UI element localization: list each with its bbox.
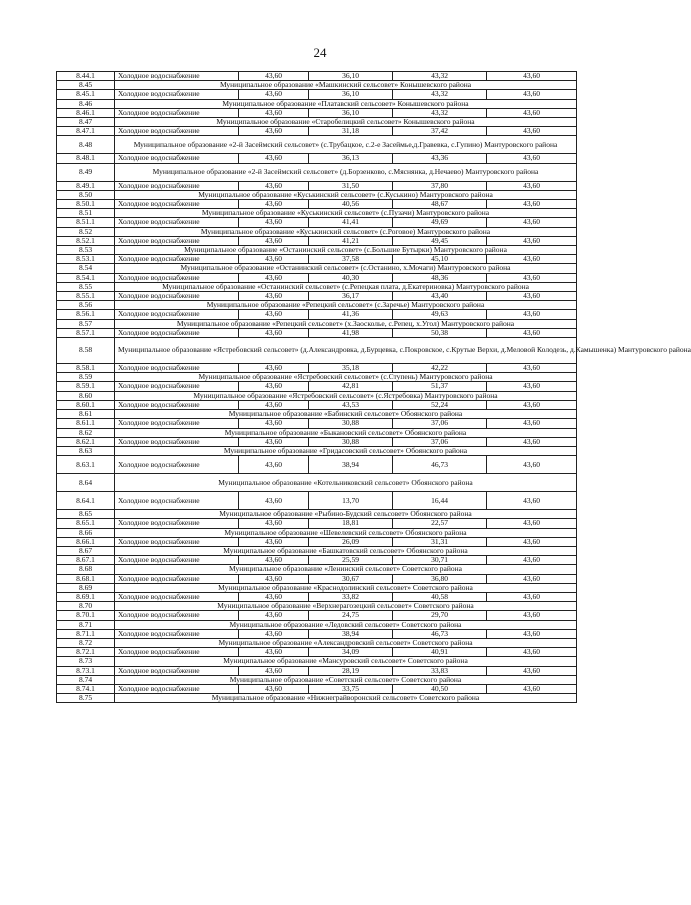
tariff-value-4: 43,60: [487, 437, 577, 446]
service-name: Холодное водоснабжение: [115, 364, 239, 373]
row-number: 8.73: [57, 657, 115, 666]
service-name: Холодное водоснабжение: [115, 273, 239, 282]
service-name: Холодное водоснабжение: [115, 90, 239, 99]
tariff-value-1: 43,60: [239, 108, 309, 117]
row-number: 8.65.1: [57, 519, 115, 528]
tariff-value-1: 43,60: [239, 236, 309, 245]
tariff-value-3: 37,42: [393, 127, 487, 136]
tariff-value-4: 43,60: [487, 364, 577, 373]
row-number: 8.53.1: [57, 255, 115, 264]
row-number: 8.57.1: [57, 328, 115, 337]
tariff-value-4: 43,60: [487, 419, 577, 428]
service-name: Холодное водоснабжение: [115, 181, 239, 190]
municipality-title: Муниципальное образование «Репецкий сельсовет» (с.Заречье) Мантуровского района: [115, 301, 577, 310]
row-number: 8.50: [57, 190, 115, 199]
service-name: Холодное водоснабжение: [115, 519, 239, 528]
row-number: 8.73.1: [57, 666, 115, 675]
tariff-value-3: 51,37: [393, 382, 487, 391]
row-number: 8.47: [57, 118, 115, 127]
tariff-value-2: 37,58: [309, 255, 393, 264]
tariff-value-2: 30,88: [309, 437, 393, 446]
tariff-value-2: 28,19: [309, 666, 393, 675]
row-number: 8.52.1: [57, 236, 115, 245]
row-number: 8.66: [57, 528, 115, 537]
municipality-title: Муниципальное образование «Платавский сельсовет» Конышевского района: [115, 99, 577, 108]
tariff-row: [57, 90, 577, 99]
row-number: 8.69: [57, 583, 115, 592]
municipality-title: Муниципальное образование «Ледовский сельсовет» Советского района: [115, 620, 577, 629]
tariff-row: [57, 666, 577, 675]
tariff-value-3: 43,32: [393, 90, 487, 99]
row-number: 8.45: [57, 81, 115, 90]
municipality-title: Муниципальное образование «2-й Засеймский сельсовет» (с.Трубацкое, с.2-е Засеймье,д.Гравевка, с.Гупино) Мантуровского района: [115, 136, 577, 154]
row-number: 8.60.1: [57, 400, 115, 409]
row-number: 8.62.1: [57, 437, 115, 446]
municipality-title: Муниципальное образование «Останинский сельсовет» (с.Большие Бутырки) Мантуровского района: [115, 246, 577, 255]
municipality-header-row: [57, 428, 577, 437]
tariff-value-4: 43,60: [487, 127, 577, 136]
municipality-title: Муниципальное образование «Мансуровский сельсовет» Советского района: [115, 657, 577, 666]
tariff-value-4: 43,60: [487, 519, 577, 528]
tariff-value-4: 43,60: [487, 382, 577, 391]
tariff-value-1: 43,60: [239, 364, 309, 373]
service-name: Холодное водоснабжение: [115, 236, 239, 245]
tariff-value-4: 43,60: [487, 218, 577, 227]
municipality-title: Муниципальное образование «Ленинский сельсовет» Советского района: [115, 565, 577, 574]
tariff-value-1: 43,60: [239, 328, 309, 337]
tariff-value-2: 34,09: [309, 648, 393, 657]
row-number: 8.67: [57, 546, 115, 555]
tariff-value-2: 33,82: [309, 592, 393, 601]
tariff-value-2: 41,41: [309, 218, 393, 227]
tariff-value-1: 43,60: [239, 72, 309, 81]
tariff-value-1: 43,60: [239, 684, 309, 693]
tariff-value-1: 43,60: [239, 666, 309, 675]
municipality-title: Муниципальное образование «Ястребовский сельсовет» (с.Ступень) Мантуровского района: [115, 373, 577, 382]
municipality-title: Муниципальное образование «Ястребовский сельсовет» (с.Ястребовка) Мантуровского района: [115, 391, 577, 400]
tariff-value-4: 43,60: [487, 328, 577, 337]
tariff-row: [57, 181, 577, 190]
service-name: Холодное водоснабжение: [115, 629, 239, 638]
municipality-title: Муниципальное образование «Куськинский сельсовет» (с.Роговое) Мантуровского района: [115, 227, 577, 236]
tariff-value-2: 26,09: [309, 537, 393, 546]
municipality-title: Муниципальное образование «2-й Засеймский сельсовет» (д.Борзенково, с.Мяснянка, д.Нечаево) Мантуровского района: [115, 163, 577, 181]
tariff-value-2: 35,18: [309, 364, 393, 373]
tariff-value-3: 49,63: [393, 310, 487, 319]
tariff-value-4: 43,60: [487, 273, 577, 282]
row-number: 8.46: [57, 99, 115, 108]
row-number: 8.61: [57, 410, 115, 419]
municipality-title: Муниципальное образование «Гридасовский сельсовет» Обоянского района: [115, 446, 577, 455]
tariff-row: [57, 492, 577, 510]
tariff-value-2: 40,56: [309, 200, 393, 209]
tariff-value-3: 16,44: [393, 492, 487, 510]
tariff-row: [57, 218, 577, 227]
row-number: 8.74.1: [57, 684, 115, 693]
municipality-title: Муниципальное образование «Бабинский сельсовет» Обоянского района: [115, 410, 577, 419]
municipality-title: Муниципальное образование «Советский сельсовет» Советского района: [115, 675, 577, 684]
tariff-value-3: 46,73: [393, 456, 487, 474]
tariff-value-3: 45,10: [393, 255, 487, 264]
municipality-header-row: [57, 136, 577, 154]
row-number: 8.48: [57, 136, 115, 154]
tariff-value-2: 41,98: [309, 328, 393, 337]
row-number: 8.55: [57, 282, 115, 291]
municipality-header-row: [57, 319, 577, 328]
tariff-value-4: 43,60: [487, 666, 577, 675]
municipality-title: Муниципальное образование «Машкинский сельсовет» Конышевского района: [115, 81, 577, 90]
tariff-value-3: 42,22: [393, 364, 487, 373]
tariff-row: [57, 519, 577, 528]
tariff-value-3: 52,24: [393, 400, 487, 409]
row-number: 8.65: [57, 510, 115, 519]
tariff-value-1: 43,60: [239, 292, 309, 301]
municipality-header-row: [57, 657, 577, 666]
municipality-header-row: [57, 528, 577, 537]
service-name: Холодное водоснабжение: [115, 328, 239, 337]
row-number: 8.68: [57, 565, 115, 574]
row-number: 8.59: [57, 373, 115, 382]
row-number: 8.67.1: [57, 556, 115, 565]
municipality-title: Муниципальное образование «Рыбино-Будский сельсовет» Обоянского района: [115, 510, 577, 519]
tariff-value-3: 43,32: [393, 72, 487, 81]
tariff-value-1: 43,60: [239, 273, 309, 282]
municipality-title: Муниципальное образование «Александровский сельсовет» Советского района: [115, 638, 577, 647]
tariff-value-2: 36,10: [309, 90, 393, 99]
tariff-value-1: 43,60: [239, 592, 309, 601]
tariff-value-2: 36,13: [309, 154, 393, 163]
tariff-row: [57, 273, 577, 282]
row-number: 8.74: [57, 675, 115, 684]
tariff-value-2: 38,94: [309, 629, 393, 638]
municipality-title: Муниципальное образование «Шевелевский сельсовет» Обоянского района: [115, 528, 577, 537]
row-number: 8.58: [57, 338, 115, 364]
municipality-title: Муниципальное образование «Нижнеграйворонский сельсовет» Советского района: [115, 694, 577, 703]
service-name: Холодное водоснабжение: [115, 492, 239, 510]
tariff-value-3: 49,69: [393, 218, 487, 227]
tariff-value-3: 43,32: [393, 108, 487, 117]
tariff-value-3: 43,40: [393, 292, 487, 301]
row-number: 8.72.1: [57, 648, 115, 657]
tariff-value-2: 40,30: [309, 273, 393, 282]
row-number: 8.49.1: [57, 181, 115, 190]
municipality-title: Муниципальное образование «Старобелицкий сельсовет» Конышевского района: [115, 118, 577, 127]
tariff-value-3: 36,80: [393, 574, 487, 583]
tariff-value-4: 43,60: [487, 200, 577, 209]
tariff-value-3: 48,36: [393, 273, 487, 282]
service-name: Холодное водоснабжение: [115, 200, 239, 209]
row-number: 8.58.1: [57, 364, 115, 373]
municipality-header-row: [57, 264, 577, 273]
row-number: 8.66.1: [57, 537, 115, 546]
municipality-header-row: [57, 99, 577, 108]
tariff-value-1: 43,60: [239, 492, 309, 510]
tariff-value-1: 43,60: [239, 574, 309, 583]
row-number: 8.45.1: [57, 90, 115, 99]
municipality-title: Муниципальное образование «Репецкий сельсовет» (х.Заосколье, с.Репец, х.Угол) Мантуровского района: [115, 319, 577, 328]
service-name: Холодное водоснабжение: [115, 292, 239, 301]
row-number: 8.75: [57, 694, 115, 703]
municipality-header-row: [57, 446, 577, 455]
tariff-value-3: 48,67: [393, 200, 487, 209]
tariff-table: [56, 71, 691, 703]
tariff-value-2: 18,81: [309, 519, 393, 528]
municipality-title: Муниципальное образование «Останинский сельсовет» (с.Останино, х.Мочаги) Мантуровского района: [115, 264, 577, 273]
tariff-value-3: 40,50: [393, 684, 487, 693]
row-number: 8.71.1: [57, 629, 115, 638]
tariff-value-3: 37,06: [393, 419, 487, 428]
row-number: 8.56.1: [57, 310, 115, 319]
row-number: 8.44.1: [57, 72, 115, 81]
row-number: 8.63.1: [57, 456, 115, 474]
row-number: 8.59.1: [57, 382, 115, 391]
row-number: 8.46.1: [57, 108, 115, 117]
tariff-value-4: 43,60: [487, 574, 577, 583]
tariff-value-4: 43,60: [487, 292, 577, 301]
service-name: Холодное водоснабжение: [115, 592, 239, 601]
tariff-value-2: 24,75: [309, 611, 393, 620]
tariff-value-3: 50,38: [393, 328, 487, 337]
municipality-title: Муниципальное образование «Куськинский сельсовет» (с.Куськино) Мантуровского района: [115, 190, 577, 199]
tariff-value-1: 43,60: [239, 456, 309, 474]
tariff-value-3: 30,71: [393, 556, 487, 565]
row-number: 8.54.1: [57, 273, 115, 282]
municipality-title: Муниципальное образование «Башкатовский сельсовет» Обоянского района: [115, 546, 577, 555]
tariff-value-3: 22,57: [393, 519, 487, 528]
municipality-header-row: [57, 620, 577, 629]
tariff-value-4: 43,60: [487, 72, 577, 81]
tariff-value-1: 43,60: [239, 218, 309, 227]
tariff-value-4: 43,60: [487, 492, 577, 510]
tariff-value-1: 43,60: [239, 181, 309, 190]
tariff-value-2: 43,53: [309, 400, 393, 409]
row-number: 8.55.1: [57, 292, 115, 301]
tariff-value-2: 42,81: [309, 382, 393, 391]
tariff-value-1: 43,60: [239, 437, 309, 446]
service-name: Холодное водоснабжение: [115, 218, 239, 227]
tariff-value-2: 30,88: [309, 419, 393, 428]
row-number: 8.54: [57, 264, 115, 273]
tariff-value-3: 37,80: [393, 181, 487, 190]
tariff-value-1: 43,60: [239, 127, 309, 136]
tariff-value-4: 43,60: [487, 400, 577, 409]
tariff-value-4: 43,60: [487, 537, 577, 546]
tariff-value-2: 30,67: [309, 574, 393, 583]
tariff-value-3: 43,36: [393, 154, 487, 163]
tariff-value-1: 43,60: [239, 90, 309, 99]
row-number: 8.72: [57, 638, 115, 647]
service-name: Холодное водоснабжение: [115, 419, 239, 428]
tariff-value-2: 41,21: [309, 236, 393, 245]
municipality-header-row: [57, 474, 577, 492]
tariff-value-2: 36,10: [309, 72, 393, 81]
tariff-value-4: 43,60: [487, 684, 577, 693]
row-number: 8.69.1: [57, 592, 115, 601]
municipality-title: Муниципальное образование «Ястребовский сельсовет» (д.Александровка, д.Бурцевка, с.Покровское, с.Крутые Верхи, д.Меловой Колодезь, д.Камышенка) Мантуровского района: [115, 338, 577, 364]
tariff-value-4: 43,60: [487, 456, 577, 474]
service-name: Холодное водоснабжение: [115, 666, 239, 675]
municipality-title: Муниципальное образование «Быкановский сельсовет» Обоянского района: [115, 428, 577, 437]
tariff-value-4: 43,60: [487, 556, 577, 565]
tariff-row: [57, 154, 577, 163]
tariff-value-2: 36,17: [309, 292, 393, 301]
tariff-row: [57, 328, 577, 337]
row-number: 8.48.1: [57, 154, 115, 163]
row-number: 8.51: [57, 209, 115, 218]
service-name: Холодное водоснабжение: [115, 400, 239, 409]
row-number: 8.52: [57, 227, 115, 236]
tariff-value-3: 49,45: [393, 236, 487, 245]
tariff-value-3: 37,06: [393, 437, 487, 446]
row-number: 8.64.1: [57, 492, 115, 510]
tariff-value-1: 43,60: [239, 310, 309, 319]
tariff-value-2: 31,50: [309, 181, 393, 190]
row-number: 8.61.1: [57, 419, 115, 428]
tariff-value-4: 43,60: [487, 108, 577, 117]
row-number: 8.71: [57, 620, 115, 629]
tariff-value-4: 43,60: [487, 90, 577, 99]
service-name: Холодное водоснабжение: [115, 108, 239, 117]
service-name: Холодное водоснабжение: [115, 72, 239, 81]
service-name: Холодное водоснабжение: [115, 611, 239, 620]
service-name: Холодное водоснабжение: [115, 574, 239, 583]
row-number: 8.53: [57, 246, 115, 255]
tariff-value-4: 43,60: [487, 181, 577, 190]
tariff-value-1: 43,60: [239, 629, 309, 638]
tariff-value-4: 43,60: [487, 255, 577, 264]
service-name: Холодное водоснабжение: [115, 456, 239, 474]
tariff-value-3: 46,73: [393, 629, 487, 638]
tariff-value-3: 40,58: [393, 592, 487, 601]
municipality-header-row: [57, 338, 577, 364]
service-name: Холодное водоснабжение: [115, 255, 239, 264]
municipality-header-row: [57, 694, 577, 703]
row-number: 8.50.1: [57, 200, 115, 209]
row-number: 8.64: [57, 474, 115, 492]
tariff-value-1: 43,60: [239, 611, 309, 620]
tariff-value-1: 43,60: [239, 419, 309, 428]
row-number: 8.51.1: [57, 218, 115, 227]
tariff-value-4: 43,60: [487, 648, 577, 657]
tariff-row: [57, 419, 577, 428]
tariff-value-1: 43,60: [239, 556, 309, 565]
tariff-value-1: 43,60: [239, 648, 309, 657]
tariff-value-4: 43,60: [487, 592, 577, 601]
row-number: 8.70.1: [57, 611, 115, 620]
tariff-value-3: 33,83: [393, 666, 487, 675]
service-name: Холодное водоснабжение: [115, 648, 239, 657]
tariff-row: [57, 456, 577, 474]
tariff-value-3: 31,31: [393, 537, 487, 546]
row-number: 8.63: [57, 446, 115, 455]
row-number: 8.56: [57, 301, 115, 310]
row-number: 8.60: [57, 391, 115, 400]
municipality-title: Муниципальное образование «Останинский сельсовет» (с.Репецкая плата, д.Екатериновка) Мантуровского района: [115, 282, 577, 291]
municipality-header-row: [57, 391, 577, 400]
tariff-value-4: 43,60: [487, 154, 577, 163]
tariff-value-4: 43,60: [487, 629, 577, 638]
tariff-value-2: 33,75: [309, 684, 393, 693]
municipality-title: Муниципальное образование «Краснодолинский сельсовет» Советского района: [115, 583, 577, 592]
tariff-value-2: 25,59: [309, 556, 393, 565]
municipality-header-row: [57, 227, 577, 236]
tariff-value-1: 43,60: [239, 382, 309, 391]
service-name: Холодное водоснабжение: [115, 537, 239, 546]
tariff-row: [57, 310, 577, 319]
tariff-value-2: 31,18: [309, 127, 393, 136]
tariff-value-3: 29,70: [393, 611, 487, 620]
tariff-value-2: 38,94: [309, 456, 393, 474]
municipality-title: Муниципальное образование «Верхнерагозецкий сельсовет» Советского района: [115, 602, 577, 611]
tariff-value-2: 41,36: [309, 310, 393, 319]
row-number: 8.49: [57, 163, 115, 181]
tariff-value-1: 43,60: [239, 400, 309, 409]
page-number: 24: [313, 45, 327, 60]
tariff-value-4: 43,60: [487, 310, 577, 319]
tariff-row: [57, 611, 577, 620]
tariff-value-1: 43,60: [239, 519, 309, 528]
municipality-header-row: [57, 163, 577, 181]
tariff-value-1: 43,60: [239, 200, 309, 209]
municipality-title: Муниципальное образование «Куськинский сельсовет» (с.Пузачи) Мантуровского района: [115, 209, 577, 218]
tariff-value-1: 43,60: [239, 255, 309, 264]
service-name: Холодное водоснабжение: [115, 154, 239, 163]
municipality-header-row: [57, 565, 577, 574]
tariff-value-4: 43,60: [487, 611, 577, 620]
service-name: Холодное водоснабжение: [115, 437, 239, 446]
tariff-row: [57, 127, 577, 136]
service-name: Холодное водоснабжение: [115, 127, 239, 136]
row-number: 8.62: [57, 428, 115, 437]
row-number: 8.47.1: [57, 127, 115, 136]
tariff-value-4: 43,60: [487, 236, 577, 245]
tariff-value-2: 13,70: [309, 492, 393, 510]
service-name: Холодное водоснабжение: [115, 556, 239, 565]
service-name: Холодное водоснабжение: [115, 684, 239, 693]
row-number: 8.57: [57, 319, 115, 328]
tariff-table-body: [57, 71, 691, 703]
row-number: 8.70: [57, 602, 115, 611]
tariff-value-1: 43,60: [239, 154, 309, 163]
tariff-value-2: 36,10: [309, 108, 393, 117]
service-name: Холодное водоснабжение: [115, 382, 239, 391]
tariff-value-1: 43,60: [239, 537, 309, 546]
service-name: Холодное водоснабжение: [115, 310, 239, 319]
tariff-row: [57, 382, 577, 391]
tariff-value-3: 40,91: [393, 648, 487, 657]
row-number: 8.68.1: [57, 574, 115, 583]
tariff-row: [57, 574, 577, 583]
municipality-title: Муниципальное образование «Котельниковский сельсовет» Обоянского района: [115, 474, 577, 492]
